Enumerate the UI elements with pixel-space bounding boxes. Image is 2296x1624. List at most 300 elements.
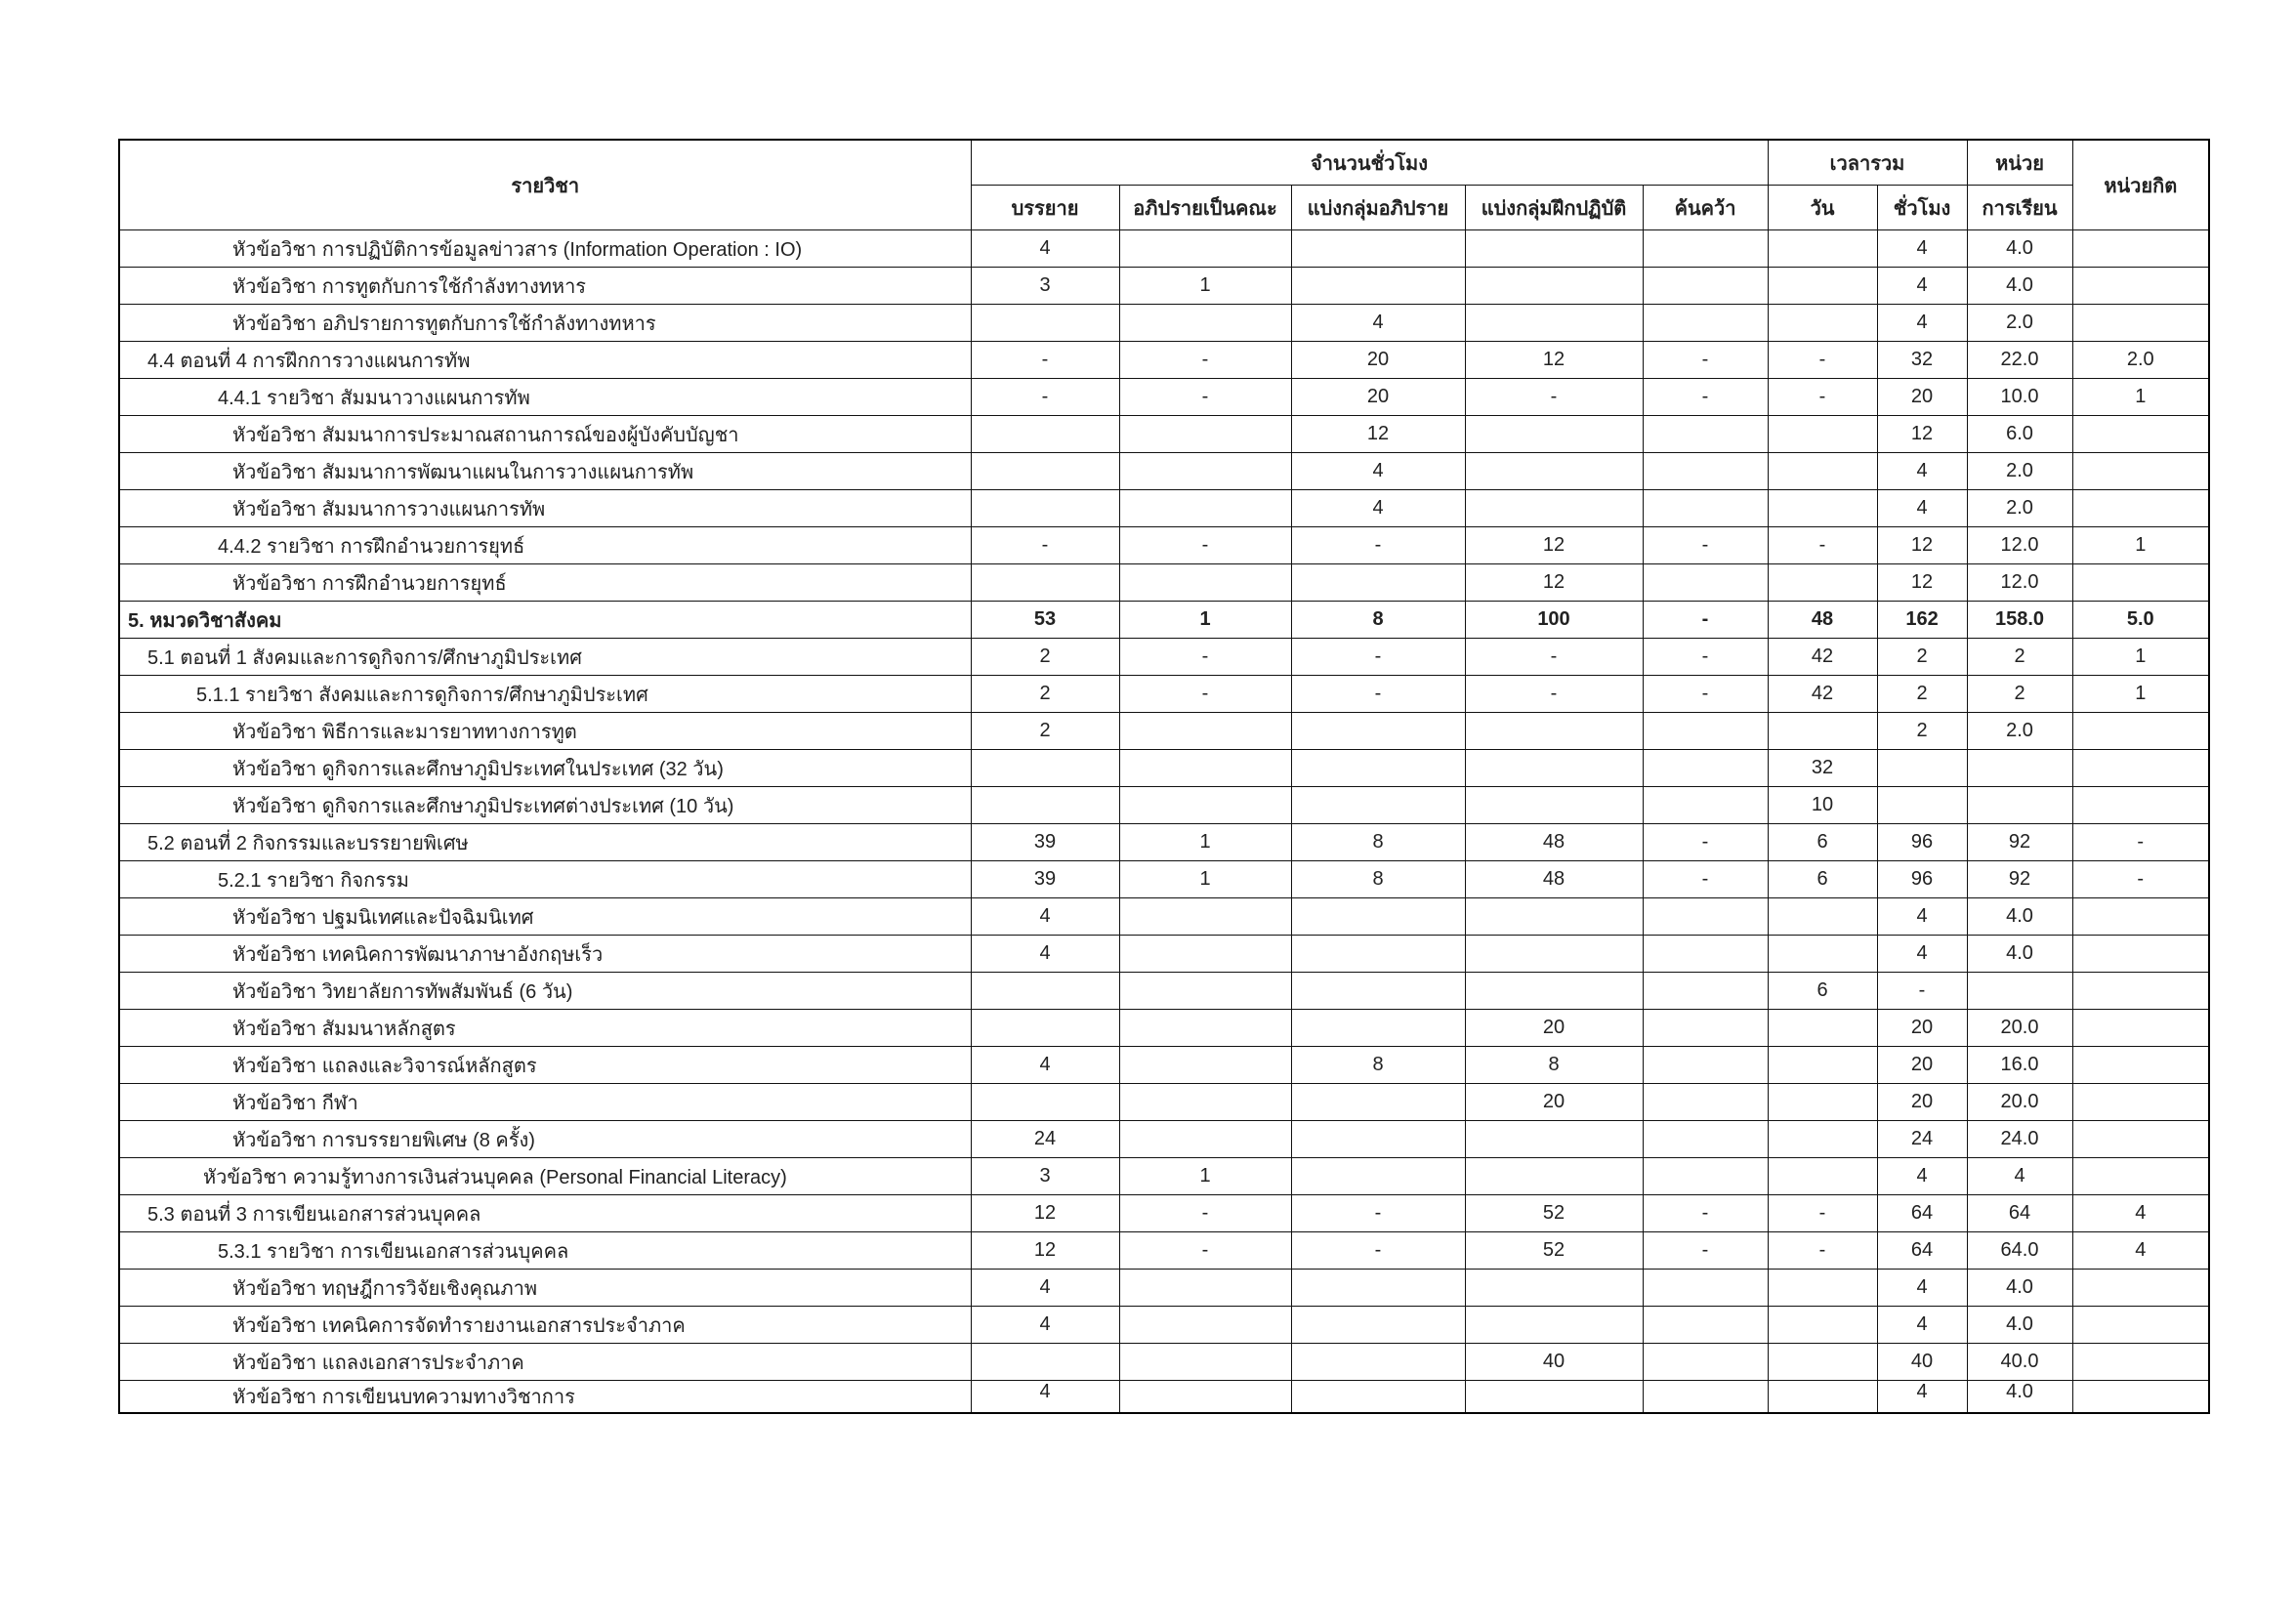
unit-cell: 12.0 bbox=[1967, 564, 2072, 602]
hours-cell: 4 bbox=[1877, 936, 1967, 973]
hours-cell: 64 bbox=[1877, 1232, 1967, 1270]
lecture-cell: 2 bbox=[971, 713, 1119, 750]
days-cell bbox=[1768, 564, 1877, 602]
unit-cell: 2.0 bbox=[1967, 453, 2072, 490]
credit-cell bbox=[2072, 1121, 2209, 1158]
group-discussion-cell bbox=[1119, 1381, 1291, 1414]
table-row bbox=[119, 676, 2209, 713]
breakout-practice-cell: - bbox=[1465, 639, 1643, 676]
research-cell: - bbox=[1643, 379, 1768, 416]
breakout-discussion-cell bbox=[1291, 1010, 1465, 1047]
breakout-discussion-cell: 12 bbox=[1291, 416, 1465, 453]
lecture-cell bbox=[971, 1344, 1119, 1381]
breakout-discussion-cell: 4 bbox=[1291, 305, 1465, 342]
research-cell bbox=[1643, 1047, 1768, 1084]
hours-cell: 96 bbox=[1877, 824, 1967, 861]
unit-cell bbox=[1967, 973, 2072, 1010]
group-discussion-cell: 1 bbox=[1119, 268, 1291, 305]
subject-name-cell: 5.1 ตอนที่ 1 สังคมและการดูกิจการ/ศึกษาภูมิประเทศ bbox=[119, 639, 971, 676]
breakout-discussion-cell: 4 bbox=[1291, 490, 1465, 527]
hours-cell: 4 bbox=[1877, 1158, 1967, 1195]
table-row bbox=[119, 268, 2209, 305]
subject-name-cell: หัวข้อวิชา ความรู้ทางการเงินส่วนบุคคล (Personal Financial Literacy) bbox=[119, 1158, 971, 1195]
table-row bbox=[119, 1270, 2209, 1307]
group-discussion-cell bbox=[1119, 490, 1291, 527]
lecture-cell bbox=[971, 787, 1119, 824]
hours-cell: 4 bbox=[1877, 490, 1967, 527]
credit-cell bbox=[2072, 268, 2209, 305]
group-discussion-cell bbox=[1119, 1047, 1291, 1084]
breakout-practice-cell: 20 bbox=[1465, 1010, 1643, 1047]
credit-cell bbox=[2072, 1158, 2209, 1195]
breakout-practice-cell bbox=[1465, 230, 1643, 268]
subject-name-cell: หัวข้อวิชา การบรรยายพิเศษ (8 ครั้ง) bbox=[119, 1121, 971, 1158]
group-discussion-cell bbox=[1119, 936, 1291, 973]
unit-cell: 40.0 bbox=[1967, 1344, 2072, 1381]
table-row bbox=[119, 1158, 2209, 1195]
breakout-practice-cell bbox=[1465, 490, 1643, 527]
lecture-cell bbox=[971, 1084, 1119, 1121]
credit-cell bbox=[2072, 453, 2209, 490]
days-cell bbox=[1768, 416, 1877, 453]
credit-cell: 1 bbox=[2072, 676, 2209, 713]
unit-cell: 24.0 bbox=[1967, 1121, 2072, 1158]
credit-cell: 5.0 bbox=[2072, 602, 2209, 639]
lecture-cell: - bbox=[971, 379, 1119, 416]
research-cell bbox=[1643, 973, 1768, 1010]
breakout-discussion-cell: - bbox=[1291, 527, 1465, 564]
days-cell: 42 bbox=[1768, 676, 1877, 713]
lecture-header: บรรยาย bbox=[971, 186, 1119, 230]
days-cell bbox=[1768, 305, 1877, 342]
subject-name-cell: หัวข้อวิชา แถลงและวิจารณ์หลักสูตร bbox=[119, 1047, 971, 1084]
lecture-cell bbox=[971, 453, 1119, 490]
lecture-cell: 2 bbox=[971, 676, 1119, 713]
hours-header: ชั่วโมง bbox=[1877, 186, 1967, 230]
subject-name-cell: 5.3.1 รายวิชา การเขียนเอกสารส่วนบุคคล bbox=[119, 1232, 971, 1270]
days-cell: 48 bbox=[1768, 602, 1877, 639]
hours-cell: 12 bbox=[1877, 564, 1967, 602]
table-row bbox=[119, 973, 2209, 1010]
subject-name-cell: หัวข้อวิชา แถลงเอกสารประจำภาค bbox=[119, 1344, 971, 1381]
hours-cell: 4 bbox=[1877, 898, 1967, 936]
subject-name-cell: หัวข้อวิชา พิธีการและมารยาททางการทูต bbox=[119, 713, 971, 750]
hours-cell: 162 bbox=[1877, 602, 1967, 639]
table-row bbox=[119, 1307, 2209, 1344]
breakout-discussion-cell: 4 bbox=[1291, 453, 1465, 490]
breakout-discussion-cell: 8 bbox=[1291, 861, 1465, 898]
lecture-cell: 3 bbox=[971, 1158, 1119, 1195]
research-cell bbox=[1643, 750, 1768, 787]
hours-cell: 4 bbox=[1877, 230, 1967, 268]
research-cell: - bbox=[1643, 527, 1768, 564]
lecture-cell: 3 bbox=[971, 268, 1119, 305]
research-cell bbox=[1643, 1084, 1768, 1121]
breakout-discussion-cell: 8 bbox=[1291, 1047, 1465, 1084]
lecture-cell: 4 bbox=[971, 898, 1119, 936]
table-row bbox=[119, 1381, 2209, 1414]
group-discussion-cell: 1 bbox=[1119, 602, 1291, 639]
breakout-practice-cell bbox=[1465, 898, 1643, 936]
table-row bbox=[119, 1010, 2209, 1047]
table-row bbox=[119, 1084, 2209, 1121]
lecture-cell bbox=[971, 305, 1119, 342]
table-header bbox=[119, 140, 2209, 230]
total-time-header: เวลารวม bbox=[1768, 140, 1967, 186]
lecture-cell: 4 bbox=[971, 1307, 1119, 1344]
credit-cell bbox=[2072, 230, 2209, 268]
hours-cell: 24 bbox=[1877, 1121, 1967, 1158]
breakout-discussion-cell bbox=[1291, 936, 1465, 973]
breakout-discussion-cell: - bbox=[1291, 676, 1465, 713]
breakout-discussion-cell bbox=[1291, 973, 1465, 1010]
unit-cell: 92 bbox=[1967, 824, 2072, 861]
lecture-cell bbox=[971, 973, 1119, 1010]
research-cell bbox=[1643, 1307, 1768, 1344]
days-cell bbox=[1768, 936, 1877, 973]
breakout-discussion-cell bbox=[1291, 1270, 1465, 1307]
unit-cell: 4 bbox=[1967, 1158, 2072, 1195]
research-cell bbox=[1643, 230, 1768, 268]
subject-name-cell: หัวข้อวิชา การฝึกอำนวยการยุทธ์ bbox=[119, 564, 971, 602]
days-cell: - bbox=[1768, 342, 1877, 379]
subject-name-cell: 5. หมวดวิชาสังคม bbox=[119, 602, 971, 639]
subject-name-cell: 5.2 ตอนที่ 2 กิจกรรมและบรรยายพิเศษ bbox=[119, 824, 971, 861]
research-cell bbox=[1643, 1010, 1768, 1047]
table-row bbox=[119, 230, 2209, 268]
hours-cell: - bbox=[1877, 973, 1967, 1010]
breakout-discussion-cell: - bbox=[1291, 1195, 1465, 1232]
credit-cell bbox=[2072, 1010, 2209, 1047]
table-row bbox=[119, 1344, 2209, 1381]
days-cell bbox=[1768, 1344, 1877, 1381]
hours-cell: 12 bbox=[1877, 527, 1967, 564]
subject-header: รายวิชา bbox=[119, 140, 971, 230]
hours-cell: 4 bbox=[1877, 453, 1967, 490]
credit-cell bbox=[2072, 898, 2209, 936]
breakout-discussion-cell bbox=[1291, 1084, 1465, 1121]
credit-cell bbox=[2072, 490, 2209, 527]
hours-group-header: จำนวนชั่วโมง bbox=[971, 140, 1768, 186]
credit-cell bbox=[2072, 564, 2209, 602]
research-cell bbox=[1643, 1270, 1768, 1307]
breakout-practice-cell bbox=[1465, 787, 1643, 824]
hours-cell: 40 bbox=[1877, 1344, 1967, 1381]
days-cell bbox=[1768, 713, 1877, 750]
research-cell: - bbox=[1643, 602, 1768, 639]
credit-cell bbox=[2072, 973, 2209, 1010]
table-row bbox=[119, 1047, 2209, 1084]
subject-name-cell: หัวข้อวิชา สัมมนาการวางแผนการทัพ bbox=[119, 490, 971, 527]
subject-name-cell: 5.2.1 รายวิชา กิจกรรม bbox=[119, 861, 971, 898]
credit-cell bbox=[2072, 713, 2209, 750]
days-cell bbox=[1768, 1084, 1877, 1121]
days-cell: - bbox=[1768, 1195, 1877, 1232]
credit-cell: - bbox=[2072, 861, 2209, 898]
breakout-practice-cell: 52 bbox=[1465, 1195, 1643, 1232]
unit-cell: 12.0 bbox=[1967, 527, 2072, 564]
breakout-discussion-cell bbox=[1291, 898, 1465, 936]
research-cell: - bbox=[1643, 1232, 1768, 1270]
subject-name-cell: หัวข้อวิชา วิทยาลัยการทัพสัมพันธ์ (6 วัน) bbox=[119, 973, 971, 1010]
hours-cell: 4 bbox=[1877, 1381, 1967, 1414]
lecture-cell bbox=[971, 750, 1119, 787]
unit-cell: 4.0 bbox=[1967, 936, 2072, 973]
breakout-practice-cell: 8 bbox=[1465, 1047, 1643, 1084]
unit-cell: 2 bbox=[1967, 639, 2072, 676]
group-discussion-cell bbox=[1119, 898, 1291, 936]
unit-cell: 92 bbox=[1967, 861, 2072, 898]
breakout-discussion-cell bbox=[1291, 1344, 1465, 1381]
group-discussion-cell: 1 bbox=[1119, 1158, 1291, 1195]
subject-name-cell: หัวข้อวิชา อภิปรายการทูตกับการใช้กำลังทางทหาร bbox=[119, 305, 971, 342]
days-cell: - bbox=[1768, 1232, 1877, 1270]
days-cell bbox=[1768, 898, 1877, 936]
subject-name-cell: หัวข้อวิชา สัมมนาการประมาณสถานการณ์ของผู้บังคับบัญชา bbox=[119, 416, 971, 453]
breakout-discussion-cell: 20 bbox=[1291, 342, 1465, 379]
group-discussion-cell: - bbox=[1119, 676, 1291, 713]
days-cell: 6 bbox=[1768, 861, 1877, 898]
hours-cell: 20 bbox=[1877, 1010, 1967, 1047]
breakout-discussion-cell bbox=[1291, 713, 1465, 750]
lecture-cell: 12 bbox=[971, 1232, 1119, 1270]
group-discussion-cell bbox=[1119, 230, 1291, 268]
group-discussion-cell bbox=[1119, 973, 1291, 1010]
breakout-practice-cell: 40 bbox=[1465, 1344, 1643, 1381]
credit-cell bbox=[2072, 1381, 2209, 1414]
breakout-practice-cell bbox=[1465, 1381, 1643, 1414]
unit-cell: 2 bbox=[1967, 676, 2072, 713]
days-cell: 32 bbox=[1768, 750, 1877, 787]
unit-cell: 4.0 bbox=[1967, 1381, 2072, 1414]
breakout-practice-cell: 12 bbox=[1465, 527, 1643, 564]
breakout-discussion-cell bbox=[1291, 268, 1465, 305]
unit-cell bbox=[1967, 750, 2072, 787]
group-discussion-cell: - bbox=[1119, 379, 1291, 416]
lecture-cell: - bbox=[971, 527, 1119, 564]
research-cell: - bbox=[1643, 861, 1768, 898]
credit-cell: 1 bbox=[2072, 379, 2209, 416]
group-discussion-cell: 1 bbox=[1119, 861, 1291, 898]
breakout-practice-cell: 100 bbox=[1465, 602, 1643, 639]
table-body bbox=[119, 230, 2209, 1414]
research-cell bbox=[1643, 1344, 1768, 1381]
table-row bbox=[119, 527, 2209, 564]
subject-name-cell: 5.1.1 รายวิชา สังคมและการดูกิจการ/ศึกษาภูมิประเทศ bbox=[119, 676, 971, 713]
research-cell bbox=[1643, 564, 1768, 602]
subject-name-cell: หัวข้อวิชา การทูตกับการใช้กำลังทางทหาร bbox=[119, 268, 971, 305]
group-discussion-cell bbox=[1119, 787, 1291, 824]
unit-cell: 4.0 bbox=[1967, 1307, 2072, 1344]
breakout-practice-cell: 12 bbox=[1465, 564, 1643, 602]
research-cell: - bbox=[1643, 639, 1768, 676]
research-cell bbox=[1643, 1121, 1768, 1158]
lecture-cell bbox=[971, 416, 1119, 453]
breakout-discussion-cell: - bbox=[1291, 639, 1465, 676]
days-cell bbox=[1768, 1307, 1877, 1344]
group-discussion-cell bbox=[1119, 305, 1291, 342]
breakout-practice-cell bbox=[1465, 713, 1643, 750]
subject-name-cell: หัวข้อวิชา สัมมนาการพัฒนาแผนในการวางแผนการทัพ bbox=[119, 453, 971, 490]
unit-header-bottom: การเรียน bbox=[1967, 186, 2072, 230]
table-row bbox=[119, 305, 2209, 342]
unit-cell: 4.0 bbox=[1967, 1270, 2072, 1307]
research-cell bbox=[1643, 713, 1768, 750]
breakout-practice-cell: 48 bbox=[1465, 824, 1643, 861]
table-row bbox=[119, 379, 2209, 416]
group-discussion-cell bbox=[1119, 1270, 1291, 1307]
research-cell bbox=[1643, 1381, 1768, 1414]
table-row bbox=[119, 713, 2209, 750]
subject-name-cell: 4.4.2 รายวิชา การฝึกอำนวยการยุทธ์ bbox=[119, 527, 971, 564]
credit-cell: 1 bbox=[2072, 527, 2209, 564]
breakout-practice-cell bbox=[1465, 1307, 1643, 1344]
research-cell: - bbox=[1643, 342, 1768, 379]
lecture-cell: 4 bbox=[971, 230, 1119, 268]
days-cell: - bbox=[1768, 379, 1877, 416]
credit-cell bbox=[2072, 1307, 2209, 1344]
hours-cell bbox=[1877, 750, 1967, 787]
unit-cell: 64 bbox=[1967, 1195, 2072, 1232]
days-cell bbox=[1768, 1158, 1877, 1195]
research-cell bbox=[1643, 898, 1768, 936]
credit-cell bbox=[2072, 305, 2209, 342]
credit-cell: - bbox=[2072, 824, 2209, 861]
table-row bbox=[119, 490, 2209, 527]
credit-cell: 2.0 bbox=[2072, 342, 2209, 379]
unit-cell: 2.0 bbox=[1967, 490, 2072, 527]
research-cell bbox=[1643, 787, 1768, 824]
research-cell bbox=[1643, 416, 1768, 453]
table-row bbox=[119, 1121, 2209, 1158]
subject-name-cell: หัวข้อวิชา การปฏิบัติการข้อมูลข่าวสาร (Information Operation : IO) bbox=[119, 230, 971, 268]
group-discussion-cell bbox=[1119, 750, 1291, 787]
group-discussion-cell: 1 bbox=[1119, 824, 1291, 861]
research-cell bbox=[1643, 268, 1768, 305]
unit-cell: 20.0 bbox=[1967, 1084, 2072, 1121]
days-cell: - bbox=[1768, 527, 1877, 564]
unit-cell: 2.0 bbox=[1967, 713, 2072, 750]
breakout-practice-cell bbox=[1465, 1158, 1643, 1195]
subject-name-cell: หัวข้อวิชา ดูกิจการและศึกษาภูมิประเทศในประเทศ (32 วัน) bbox=[119, 750, 971, 787]
unit-cell: 64.0 bbox=[1967, 1232, 2072, 1270]
breakout-discussion-cell: - bbox=[1291, 1232, 1465, 1270]
subject-name-cell: 4.4.1 รายวิชา สัมมนาวางแผนการทัพ bbox=[119, 379, 971, 416]
credit-cell: 4 bbox=[2072, 1195, 2209, 1232]
table-row bbox=[119, 750, 2209, 787]
breakout-practice-cell bbox=[1465, 936, 1643, 973]
lecture-cell: 53 bbox=[971, 602, 1119, 639]
table-row bbox=[119, 416, 2209, 453]
breakout-discussion-cell: 8 bbox=[1291, 824, 1465, 861]
breakout-practice-cell bbox=[1465, 973, 1643, 1010]
hours-cell: 4 bbox=[1877, 1307, 1967, 1344]
group-discussion-cell bbox=[1119, 713, 1291, 750]
breakout-practice-cell bbox=[1465, 1121, 1643, 1158]
breakout-practice-cell bbox=[1465, 1270, 1643, 1307]
lecture-cell: 4 bbox=[971, 936, 1119, 973]
subject-name-cell: 5.3 ตอนที่ 3 การเขียนเอกสารส่วนบุคคล bbox=[119, 1195, 971, 1232]
lecture-cell: 4 bbox=[971, 1381, 1119, 1414]
credit-cell bbox=[2072, 936, 2209, 973]
breakout-practice-cell bbox=[1465, 750, 1643, 787]
subject-name-cell: หัวข้อวิชา สัมมนาหลักสูตร bbox=[119, 1010, 971, 1047]
subject-name-cell: หัวข้อวิชา ทฤษฎีการวิจัยเชิงคุณภาพ bbox=[119, 1270, 971, 1307]
days-cell: 10 bbox=[1768, 787, 1877, 824]
credit-cell: 4 bbox=[2072, 1232, 2209, 1270]
days-cell bbox=[1768, 1121, 1877, 1158]
hours-cell: 12 bbox=[1877, 416, 1967, 453]
hours-cell bbox=[1877, 787, 1967, 824]
table-row bbox=[119, 453, 2209, 490]
group-discussion-cell bbox=[1119, 416, 1291, 453]
table-row bbox=[119, 602, 2209, 639]
breakout-discussion-cell bbox=[1291, 750, 1465, 787]
breakout-discussion-cell bbox=[1291, 1158, 1465, 1195]
credit-cell bbox=[2072, 1047, 2209, 1084]
unit-cell: 10.0 bbox=[1967, 379, 2072, 416]
hours-cell: 2 bbox=[1877, 676, 1967, 713]
breakout-discussion-cell bbox=[1291, 1381, 1465, 1414]
research-header: ค้นคว้า bbox=[1643, 186, 1768, 230]
table-row bbox=[119, 824, 2209, 861]
hours-cell: 2 bbox=[1877, 639, 1967, 676]
hours-cell: 4 bbox=[1877, 268, 1967, 305]
unit-cell: 158.0 bbox=[1967, 602, 2072, 639]
days-cell bbox=[1768, 490, 1877, 527]
lecture-cell: 4 bbox=[971, 1047, 1119, 1084]
hours-cell: 32 bbox=[1877, 342, 1967, 379]
credit-header: หน่วยกิต bbox=[2072, 140, 2209, 230]
unit-cell: 6.0 bbox=[1967, 416, 2072, 453]
lecture-cell: 4 bbox=[971, 1270, 1119, 1307]
table-row bbox=[119, 342, 2209, 379]
days-cell bbox=[1768, 230, 1877, 268]
lecture-cell bbox=[971, 564, 1119, 602]
table-row bbox=[119, 639, 2209, 676]
table-row bbox=[119, 787, 2209, 824]
breakout-discussion-cell: 8 bbox=[1291, 602, 1465, 639]
subject-name-cell: หัวข้อวิชา เทคนิคการพัฒนาภาษาอังกฤษเร็ว bbox=[119, 936, 971, 973]
breakout-discussion-header: แบ่งกลุ่มอภิปราย bbox=[1291, 186, 1465, 230]
breakout-practice-cell: 20 bbox=[1465, 1084, 1643, 1121]
research-cell bbox=[1643, 490, 1768, 527]
unit-cell: 2.0 bbox=[1967, 305, 2072, 342]
days-cell bbox=[1768, 1010, 1877, 1047]
breakout-practice-cell: 12 bbox=[1465, 342, 1643, 379]
lecture-cell: - bbox=[971, 342, 1119, 379]
breakout-discussion-cell: 20 bbox=[1291, 379, 1465, 416]
breakout-discussion-cell bbox=[1291, 1121, 1465, 1158]
breakout-practice-cell: - bbox=[1465, 379, 1643, 416]
credit-cell bbox=[2072, 1084, 2209, 1121]
research-cell bbox=[1643, 305, 1768, 342]
unit-cell: 4.0 bbox=[1967, 898, 2072, 936]
lecture-cell bbox=[971, 490, 1119, 527]
research-cell bbox=[1643, 1158, 1768, 1195]
group-discussion-cell bbox=[1119, 453, 1291, 490]
hours-cell: 20 bbox=[1877, 379, 1967, 416]
table-row bbox=[119, 898, 2209, 936]
hours-cell: 96 bbox=[1877, 861, 1967, 898]
group-discussion-header: อภิปรายเป็นคณะ bbox=[1119, 186, 1291, 230]
credit-cell bbox=[2072, 1344, 2209, 1381]
credit-cell bbox=[2072, 416, 2209, 453]
breakout-practice-cell: 48 bbox=[1465, 861, 1643, 898]
group-discussion-cell bbox=[1119, 1344, 1291, 1381]
table-row bbox=[119, 1232, 2209, 1270]
group-discussion-cell bbox=[1119, 1010, 1291, 1047]
